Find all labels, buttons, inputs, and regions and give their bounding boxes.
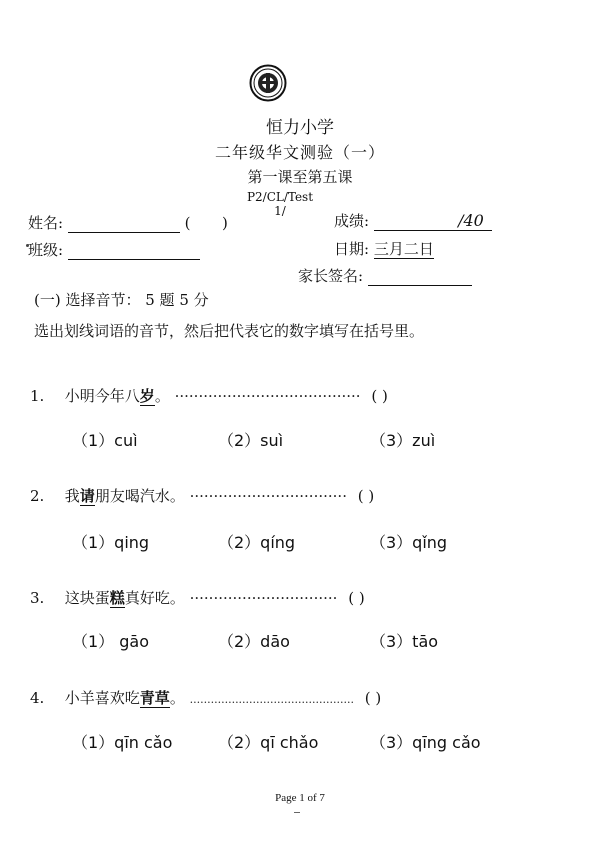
score-total: /40 (458, 211, 484, 230)
leader-dots: ······························· (189, 589, 338, 607)
answer-bracket[interactable]: ( ) (371, 387, 388, 405)
option-1: （1） gāo (72, 632, 150, 651)
score-field-row (334, 210, 492, 231)
option-2: （2）suì (218, 431, 284, 450)
school-crest-icon (249, 64, 287, 102)
answer-bracket[interactable]: ( ) (348, 589, 365, 607)
parent-signature-label: 家长签名: (298, 267, 364, 285)
question-text: 小明今年八岁。 (64, 387, 170, 405)
name-blank[interactable] (68, 214, 180, 233)
section-title: (一) 选择音节： 5 题 5 分 (34, 291, 209, 309)
parent-signature-row (298, 265, 472, 286)
option-2: （2）qī chǎo (218, 733, 319, 752)
underlined-word: 岁 (139, 387, 155, 405)
option-3: （3）qīng cǎo (370, 733, 481, 752)
class-label: 班级: (28, 241, 64, 259)
question-text: 这块蛋糕真好吃。 (64, 589, 185, 607)
parent-signature-blank[interactable] (368, 267, 472, 286)
score-blank[interactable] (374, 212, 492, 231)
date-label: 日期: (334, 240, 370, 258)
option-3: （3）tāo (370, 632, 439, 651)
option-3: （3）zuì (370, 431, 436, 450)
leader-dots: ······································· (174, 387, 361, 405)
name-field-row (28, 212, 228, 233)
question-number: 4. (30, 689, 45, 707)
option-2: （2）dāo (218, 632, 290, 651)
date-field-row (334, 238, 434, 259)
underlined-word: 请 (79, 487, 95, 505)
question-number: 3. (30, 589, 45, 607)
option-3: （3）qǐng (370, 533, 448, 552)
class-field-row (28, 239, 200, 260)
option-1: （1）cuì (72, 431, 138, 450)
class-blank[interactable] (68, 241, 200, 260)
name-paren-close: ) (222, 214, 228, 232)
test-code: P2/CL/Test 1/ (246, 190, 314, 218)
question-number: 2. (30, 487, 45, 505)
answer-bracket[interactable]: ( ) (364, 689, 382, 707)
answer-bracket[interactable]: ( ) (357, 487, 375, 505)
question-1 (30, 385, 388, 406)
option-2: （2）qíng (218, 533, 296, 552)
section-instruction: 选出划线词语的音节，然后把代表它的数字填写在括号里。 (34, 322, 425, 340)
page-number: Page 1 of 7 (275, 792, 325, 804)
question-number: 1. (30, 387, 45, 405)
underlined-word: 糕 (109, 589, 125, 607)
name-label: 姓名: (28, 214, 64, 232)
test-title: 二年级华文测验（一） (214, 143, 385, 162)
question-text: 小羊喜欢吃青草。 (64, 689, 185, 707)
question-text: 我请朋友喝汽水。 (64, 487, 185, 505)
lesson-range: 第一课至第五课 (247, 168, 353, 186)
name-paren-open: ( (184, 214, 191, 232)
footer-dash (294, 812, 300, 813)
school-name: 恒力小学 (266, 118, 334, 138)
leader-dots: ............................................... (189, 693, 354, 706)
question-2 (30, 485, 374, 506)
option-1: （1）qing (72, 533, 150, 552)
score-label: 成绩: (334, 212, 370, 230)
question-4 (30, 687, 381, 708)
question-3 (30, 587, 365, 608)
leader-dots: ································· (189, 487, 347, 505)
underlined-word: 青草 (139, 689, 170, 707)
option-1: （1）qīn cǎo (72, 733, 173, 752)
date-value: 三月二日 (373, 240, 434, 258)
